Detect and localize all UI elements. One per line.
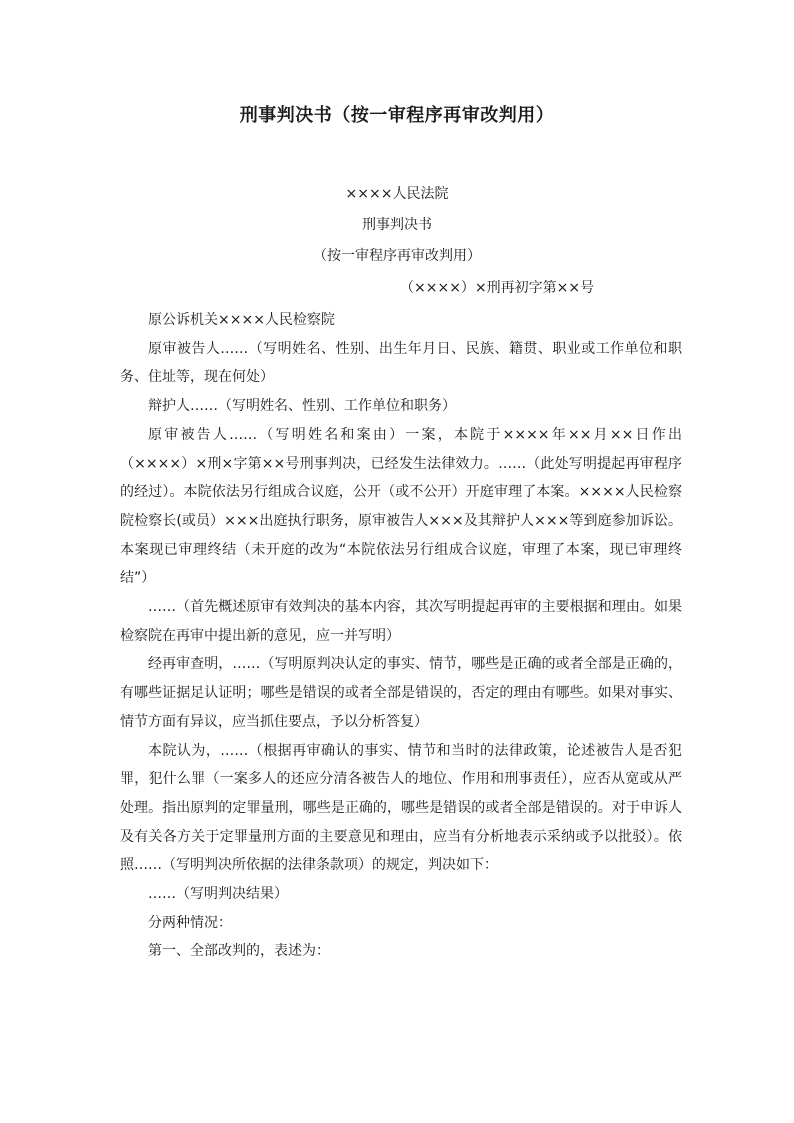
paragraph-findings: 经再审查明，……（写明原判决认定的事实、情节，哪些是正确的或者全部是正确的，有哪些证据足认证明；哪些是错误的或者全部是错误的，否定的理由有哪些。如果对事实、情节方面有异议，应当抓住要点，予以分析答复） <box>120 656 682 730</box>
document-title: 刑事判决书（按一审程序再审改判用） <box>239 105 555 126</box>
document-body <box>120 306 682 966</box>
document-subtitle: （按一审程序再审改判用） <box>313 248 481 264</box>
paragraph-summary: ……（首先概述原审有效判决的基本内容，其次写明提起再审的主要根据和理由。如果检察院在再审中提出新的意见，应一并写明） <box>120 599 682 644</box>
paragraph-reasoning: 本院认为，……（根据再审确认的事实、情节和当时的法律政策，论述被告人是否犯罪，犯什么罪（一案多人的还应分清各被告人的地位、作用和刑事责任），应否从宽或从严处理。指出原判的定罪量刑，哪些是正确的，哪些是错误的或者全部是错误的。对于申诉人及有关各方关于定罪量刑方面的主要意见和理由，应当有分析地表示采纳或予以批驳）。依照……（写明判决所依据的法律条款项）的规定，判决如下： <box>120 742 682 874</box>
case-number: （××××）×刑再初字第××号 <box>400 280 595 296</box>
document-type: 刑事判决书 <box>362 217 432 233</box>
paragraph-case-history: 原审被告人……（写明姓名和案由）一案，本院于××××年××月××日作出（××××）×刑×字第××号刑事判决，已经发生法律效力。……（此处写明提起再审程序的经过）。本院依法另行组成合议庭，公开（或不公开）开庭审理了本案。××××人民检察院检察长(或员）×××出庭执行职务，原审被告人×××及其辩护人×××等到庭参加诉讼。本案现已审理终结（未开庭的改为“本院依法另行组成合议庭，审理了本案，现已审理终结”） <box>120 426 682 587</box>
paragraph-defendant: 原审被告人……（写明姓名、性别、出生年月日、民族、籍贯、职业或工作单位和职务、住址等，现在何处） <box>120 340 682 386</box>
paragraph-two-cases: 分两种情况： <box>148 914 232 931</box>
court-name: ××××人民法院 <box>345 186 449 202</box>
paragraph-defender: 辩护人……（写明姓名、性别、工作单位和职务） <box>148 398 456 415</box>
paragraph-full-revision: 第一、全部改判的，表述为： <box>148 943 330 960</box>
paragraph-judgment: ……（写明判决结果） <box>148 886 288 903</box>
paragraph-prosecution: 原公诉机关××××人民检察院 <box>148 312 335 328</box>
